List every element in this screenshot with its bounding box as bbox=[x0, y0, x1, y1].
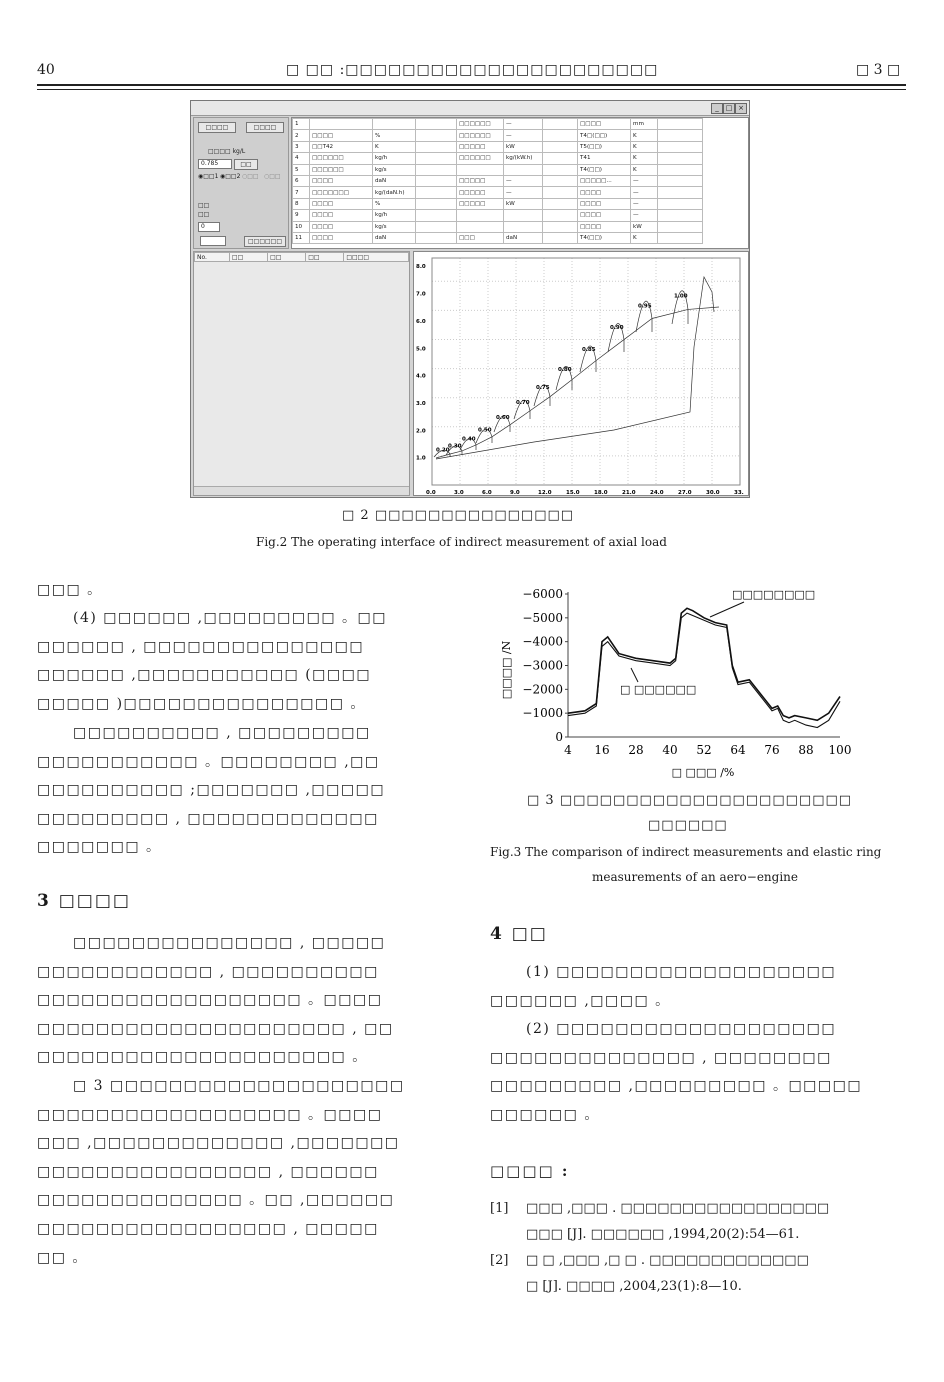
window-titlebar bbox=[191, 101, 749, 116]
fig3-y-tick-label: −3000 bbox=[522, 658, 563, 673]
param-row bbox=[293, 119, 703, 130]
fig3-x-tick-label: 76 bbox=[764, 743, 780, 757]
param-cell-u2: kg/(kW.h) bbox=[504, 153, 543, 164]
param-cell-v2 bbox=[543, 221, 578, 232]
figure-3-svg bbox=[488, 580, 852, 780]
para-2 bbox=[37, 719, 447, 862]
para-2-line-5: □□□□□□□ 。 bbox=[37, 839, 162, 856]
fig3-series-line bbox=[568, 613, 840, 727]
figure-3-caption-cn-2: □□□□□□ bbox=[648, 818, 728, 833]
para-4 bbox=[37, 1072, 447, 1272]
param-cell-u3: kW bbox=[631, 221, 658, 232]
figure-2-caption-en: Fig.2 The operating interface of indirect measurement of axial load bbox=[256, 535, 667, 549]
param-cell-no: 1 bbox=[293, 119, 310, 130]
plot-x-tick: 0.0 bbox=[426, 490, 436, 496]
param-row bbox=[293, 210, 703, 221]
reference-1-line-2: □□□ [J]. □□□□□□ ,1994,20(2):54—61. bbox=[526, 1227, 800, 1242]
plot-y-tick: 6.0 bbox=[416, 318, 426, 325]
para-4-line-5: □□□□□□□□□□□□□□ 。□□ ,□□□□□□ bbox=[37, 1192, 395, 1209]
fig3-x-tick-label: 52 bbox=[696, 743, 712, 757]
param-cell-n2: □□□□□□ bbox=[457, 119, 504, 130]
para-3-line-1: □□□□□□□□□□□□□□□ , □□□□□ bbox=[73, 935, 386, 951]
plot-x-tick: 9.0 bbox=[510, 490, 520, 496]
plot-curve-label: 0.40 bbox=[462, 436, 476, 443]
references-heading: □□□□ : bbox=[490, 1162, 570, 1180]
plot-y-tick: 4.0 bbox=[416, 373, 426, 380]
fig3-y-tick-label: −5000 bbox=[522, 610, 563, 625]
para-4-line-4: □□□□□□□□□□□□□□□□ , □□□□□□ bbox=[37, 1163, 379, 1180]
fig3-x-axis-label: □ □□□ /% bbox=[671, 766, 735, 779]
param-cell-v2 bbox=[543, 130, 578, 141]
characteristic-plot bbox=[413, 251, 749, 496]
param-cell-n3: T5(□□) bbox=[578, 141, 631, 152]
reference-2-line-1: □ □ ,□□□ ,□ □ . □□□□□□□□□□□□□ bbox=[526, 1253, 809, 1268]
param-cell-n2: □□□□□□ bbox=[457, 153, 504, 164]
param-cell-u2 bbox=[504, 164, 543, 175]
param-cell-n2 bbox=[457, 164, 504, 175]
param-cell-unit: kg/s bbox=[373, 221, 416, 232]
plot-y-tick: 5.0 bbox=[416, 346, 426, 353]
param-cell-name: □□□□ bbox=[310, 130, 373, 141]
radio-1[interactable]: ◉□□1 bbox=[198, 173, 219, 180]
issue-number: □ 3 □ bbox=[856, 62, 901, 78]
param-cell-unit bbox=[373, 119, 416, 130]
plot-curve-label: 0.75 bbox=[536, 384, 550, 391]
fig3-x-tick-label: 28 bbox=[628, 743, 644, 757]
param-cell-unit: % bbox=[373, 198, 416, 209]
param-cell-name bbox=[310, 119, 373, 130]
plot-y-tick: 3.0 bbox=[416, 400, 426, 407]
figure-3-caption-cn-1: □ 3 □□□□□□□□□□□□□□□□□□□□□□ bbox=[527, 793, 853, 808]
para-4-line-7: □□ 。 bbox=[37, 1249, 88, 1266]
list-col-data: □□ bbox=[306, 253, 344, 262]
param-cell-u3: K bbox=[631, 164, 658, 175]
plot-y-tick: 2.0 bbox=[416, 428, 426, 435]
param-cell-val bbox=[416, 221, 457, 232]
plot-curve-label: 0.80 bbox=[558, 367, 572, 374]
param-cell-val bbox=[416, 164, 457, 175]
param-cell-v3 bbox=[658, 187, 703, 198]
conclusion-1-line-2: □□□□□□ ,□□□□ 。 bbox=[490, 992, 671, 1009]
plot-y-tick: 7.0 bbox=[416, 291, 426, 298]
param-cell-n3: □□□□ bbox=[578, 210, 631, 221]
running-title: □ □□ :□□□□□□□□□□□□□□□□□□□□□□ bbox=[286, 62, 659, 78]
param-cell-n3: T4□(□□) bbox=[578, 130, 631, 141]
param-cell-u3: K bbox=[631, 130, 658, 141]
condition-label: □□ bbox=[198, 211, 210, 218]
param-cell-unit: % bbox=[373, 130, 416, 141]
list-header-row bbox=[195, 253, 409, 262]
fig3-series-line bbox=[568, 608, 840, 720]
left-button-1[interactable]: □□□□ bbox=[198, 122, 236, 133]
param-cell-no: 9 bbox=[293, 210, 310, 221]
fig3-y-tick-label: −2000 bbox=[522, 682, 563, 697]
plot-x-tick: 6.0 bbox=[482, 490, 492, 496]
para-2-line-3: □□□□□□□□□□ ;□□□□□□□ ,□□□□□ bbox=[37, 782, 386, 799]
header-rule-thin bbox=[37, 89, 906, 90]
param-cell-n3: □□□□ bbox=[578, 187, 631, 198]
plot-curve-label: 0.90 bbox=[610, 325, 624, 332]
param-cell-n3: □□□□□... bbox=[578, 175, 631, 186]
fig3-x-tick-label: 100 bbox=[828, 743, 852, 757]
minimize-icon[interactable]: _ bbox=[711, 103, 723, 114]
param-row bbox=[293, 153, 703, 164]
list-col-symbol: □□ bbox=[229, 253, 267, 262]
maximize-icon[interactable]: □ bbox=[723, 103, 735, 114]
param-cell-name: □□T42 bbox=[310, 141, 373, 152]
radio-2[interactable]: ◉□□2 bbox=[220, 173, 241, 180]
param-cell-val bbox=[416, 198, 457, 209]
param-cell-n2 bbox=[457, 221, 504, 232]
conclusion-2-line-1: (2) □□□□□□□□□□□□□□□□□□□ bbox=[526, 1021, 837, 1037]
plot-y-tick: 1.0 bbox=[416, 455, 426, 462]
data-list-panel bbox=[193, 251, 410, 496]
param-cell-v2 bbox=[543, 198, 578, 209]
conclusion-1 bbox=[490, 958, 906, 1015]
para-2-line-1: □□□□□□□□□□ , □□□□□□□□□ bbox=[73, 725, 371, 741]
reference-1 bbox=[490, 1196, 906, 1248]
param-cell-v2 bbox=[543, 210, 578, 221]
param-row bbox=[293, 232, 703, 243]
param-cell-name: □□□□□□ bbox=[310, 164, 373, 175]
param-row bbox=[293, 141, 703, 152]
figure-3-caption-en-1: Fig.3 The comparison of indirect measurements and elastic ring bbox=[490, 845, 882, 859]
param-cell-name: □□□□ bbox=[310, 198, 373, 209]
fig3-x-tick-label: 16 bbox=[594, 743, 610, 757]
param-cell-v3 bbox=[658, 141, 703, 152]
reference-2-number: [2] bbox=[490, 1253, 509, 1268]
list-col-calc: □□□□ bbox=[344, 253, 409, 262]
param-cell-val bbox=[416, 175, 457, 186]
horizontal-scrollbar[interactable] bbox=[194, 486, 409, 495]
param-cell-unit: K bbox=[373, 141, 416, 152]
param-cell-no: 7 bbox=[293, 187, 310, 198]
param-cell-val bbox=[416, 119, 457, 130]
param-cell-u2 bbox=[504, 210, 543, 221]
param-cell-val bbox=[416, 141, 457, 152]
param-cell-no: 6 bbox=[293, 175, 310, 186]
param-cell-unit: kg/(daN.h) bbox=[373, 187, 416, 198]
param-cell-v2 bbox=[543, 119, 578, 130]
param-row bbox=[293, 198, 703, 209]
param-cell-unit: kg/h bbox=[373, 210, 416, 221]
param-cell-v3 bbox=[658, 232, 703, 243]
plot-frame bbox=[432, 258, 740, 485]
param-cell-u2: kW bbox=[504, 141, 543, 152]
plot-y-tick: 8.0 bbox=[416, 264, 426, 271]
para-4-line-6: □□□□□□□□□□□□□□□□□ , □□□□□ bbox=[37, 1220, 379, 1237]
density-label: □□□□ kg/L bbox=[208, 148, 246, 155]
fig3-label-a-leader bbox=[710, 602, 744, 617]
param-cell-u2: — bbox=[504, 130, 543, 141]
calc-button[interactable]: □□□□□□ bbox=[244, 236, 286, 247]
fig3-y-tick-label: −4000 bbox=[522, 634, 563, 649]
plot-x-tick: 27.0 bbox=[678, 490, 692, 496]
para-1-line-3: □□□□□□ ,□□□□□□□□□□□ (□□□□ bbox=[37, 667, 372, 684]
plot-x-tick: 15.0 bbox=[566, 490, 580, 496]
plot-x-tick: 12.0 bbox=[538, 490, 552, 496]
para-2-line-2: □□□□□□□□□□□ 。□□□□□□□□ ,□□ bbox=[37, 753, 380, 770]
left-button-2[interactable]: □□□□ bbox=[246, 122, 284, 133]
figure-2-screenshot bbox=[190, 100, 750, 498]
fig3-y-tick-label: −6000 bbox=[522, 587, 563, 601]
para-2-line-4: □□□□□□□□□ , □□□□□□□□□□□□□ bbox=[37, 810, 379, 827]
param-cell-val bbox=[416, 187, 457, 198]
control-panel bbox=[193, 117, 289, 249]
radio-4[interactable]: ○□□ bbox=[264, 173, 281, 180]
plot-x-tick: 30.0 bbox=[706, 490, 720, 496]
param-cell-v3 bbox=[658, 119, 703, 130]
param-cell-u3: — bbox=[631, 187, 658, 198]
param-cell-n3: □□□□ bbox=[578, 221, 631, 232]
param-cell-n3: T4(□□) bbox=[578, 164, 631, 175]
param-cell-name: □□□□ bbox=[310, 221, 373, 232]
fig3-label-b: □ □□□□□□ bbox=[620, 683, 697, 696]
param-cell-n2: □□□□□ bbox=[457, 175, 504, 186]
plot-x-tick: 33. bbox=[734, 490, 744, 496]
param-cell-v2 bbox=[543, 141, 578, 152]
para-1 bbox=[37, 604, 447, 718]
fig3-y-tick-label: 0 bbox=[555, 730, 563, 744]
reference-2 bbox=[490, 1248, 906, 1300]
param-cell-no: 8 bbox=[293, 198, 310, 209]
characteristic-plot-svg bbox=[414, 252, 748, 495]
plot-curve-label: 0.20 bbox=[436, 447, 450, 454]
para-3-line-4: □□□□□□□□□□□□□□□□□□□□□ , □□ bbox=[37, 1020, 394, 1037]
param-row bbox=[293, 175, 703, 186]
param-row bbox=[293, 130, 703, 141]
param-cell-u2 bbox=[504, 221, 543, 232]
density-button[interactable]: □□ bbox=[234, 159, 258, 170]
param-cell-u3: mm bbox=[631, 119, 658, 130]
para-3-line-2: □□□□□□□□□□□□ , □□□□□□□□□□ bbox=[37, 963, 379, 980]
fig3-y-tick-label: −1000 bbox=[522, 706, 563, 721]
state-label: □□ bbox=[198, 202, 210, 209]
figure-2-caption-cn: □ 2 □□□□□□□□□□□□□□□ bbox=[342, 508, 575, 523]
param-cell-u2: — bbox=[504, 175, 543, 186]
reference-2-line-2: □ [J]. □□□□ ,2004,23(1):8—10. bbox=[526, 1279, 742, 1294]
param-cell-unit: kg/h bbox=[373, 153, 416, 164]
para-3-line-3: □□□□□□□□□□□□□□□□□□ 。□□□□ bbox=[37, 992, 383, 1009]
fig3-x-tick-label: 40 bbox=[662, 743, 678, 757]
plot-x-tick: 21.0 bbox=[622, 490, 636, 496]
param-cell-val bbox=[416, 130, 457, 141]
conclusion-2-line-3: □□□□□□□□□ ,□□□□□□□□□ 。□□□□□ bbox=[490, 1078, 863, 1095]
list-col-no: No. bbox=[195, 253, 230, 262]
plot-curve-label: 0.60 bbox=[496, 414, 510, 421]
plot-x-tick: 3.0 bbox=[454, 490, 464, 496]
plot-x-tick: 18.0 bbox=[594, 490, 608, 496]
condition-input[interactable]: 0 bbox=[198, 222, 220, 232]
fig3-x-tick-label: 88 bbox=[798, 743, 814, 757]
param-cell-no: 11 bbox=[293, 232, 310, 243]
plot-curve-label: 0.50 bbox=[478, 427, 492, 434]
param-cell-v3 bbox=[658, 221, 703, 232]
param-cell-n3: □□□□ bbox=[578, 198, 631, 209]
param-cell-v3 bbox=[658, 130, 703, 141]
figure-3-chart bbox=[488, 580, 852, 780]
param-cell-n2: □□□□□□ bbox=[457, 130, 504, 141]
param-cell-name: □□□□ bbox=[310, 232, 373, 243]
param-cell-unit: kg/s bbox=[373, 164, 416, 175]
param-cell-v3 bbox=[658, 153, 703, 164]
close-icon[interactable]: × bbox=[735, 103, 747, 114]
reference-1-line-1: □□□ ,□□□ . □□□□□□□□□□□□□□□□□ bbox=[526, 1201, 830, 1216]
param-cell-u2: kW bbox=[504, 198, 543, 209]
param-cell-val bbox=[416, 153, 457, 164]
param-cell-v3 bbox=[658, 175, 703, 186]
fig3-x-tick-label: 4 bbox=[564, 743, 572, 757]
param-cell-n3: T4(□□) bbox=[578, 232, 631, 243]
param-cell-no: 4 bbox=[293, 153, 310, 164]
param-row bbox=[293, 221, 703, 232]
param-cell-n3: T41 bbox=[578, 153, 631, 164]
param-cell-no: 3 bbox=[293, 141, 310, 152]
conclusion-2-line-4: □□□□□□ 。 bbox=[490, 1106, 600, 1123]
param-cell-u2: daN bbox=[504, 232, 543, 243]
conclusion-2-line-2: □□□□□□□□□□□□□□ , □□□□□□□□ bbox=[490, 1049, 832, 1066]
list-col-unit: □□ bbox=[268, 253, 306, 262]
param-cell-name: □□□□ bbox=[310, 175, 373, 186]
para-3-line-5: □□□□□□□□□□□□□□□□□□□□□ 。 bbox=[37, 1049, 368, 1066]
param-cell-unit: daN bbox=[373, 232, 416, 243]
param-cell-u3: — bbox=[631, 198, 658, 209]
param-cell-u3: — bbox=[631, 175, 658, 186]
fig3-label-b-leader bbox=[631, 668, 638, 682]
section-4-heading: 4 □□ bbox=[490, 924, 548, 944]
param-cell-name: □□□□□□ bbox=[310, 153, 373, 164]
para-0: □□□ 。 bbox=[37, 582, 103, 598]
param-cell-unit: daN bbox=[373, 175, 416, 186]
param-cell-v2 bbox=[543, 175, 578, 186]
param-cell-u3: K bbox=[631, 141, 658, 152]
param-cell-u2: — bbox=[504, 119, 543, 130]
plot-x-tick: 24.0 bbox=[650, 490, 664, 496]
param-cell-v3 bbox=[658, 198, 703, 209]
para-4-line-3: □□□ ,□□□□□□□□□□□□□ ,□□□□□□□ bbox=[37, 1135, 400, 1152]
para-1-line-1: (4) □□□□□□ ,□□□□□□□□□ 。□□ bbox=[73, 610, 387, 626]
conclusion-2 bbox=[490, 1015, 906, 1129]
param-cell-v3 bbox=[658, 164, 703, 175]
param-cell-n2: □□□□□ bbox=[457, 198, 504, 209]
param-cell-name: □□□□□□□ bbox=[310, 187, 373, 198]
figure-3-caption-en-2: measurements of an aero−engine bbox=[592, 870, 798, 884]
param-cell-name: □□□□ bbox=[310, 210, 373, 221]
para-1-line-4: □□□□□ )□□□□□□□□□□□□□□□ 。 bbox=[37, 695, 366, 712]
param-row bbox=[293, 187, 703, 198]
blank-input[interactable] bbox=[200, 236, 226, 246]
param-cell-val bbox=[416, 232, 457, 243]
plot-curve-label: 0.85 bbox=[582, 347, 596, 354]
param-cell-n2: □□□□□ bbox=[457, 187, 504, 198]
param-cell-u3: K bbox=[631, 153, 658, 164]
para-1-line-2: □□□□□□ , □□□□□□□□□□□□□□□ bbox=[37, 638, 365, 655]
fig3-x-tick-label: 64 bbox=[730, 743, 746, 757]
param-cell-v2 bbox=[543, 187, 578, 198]
page-number: 40 bbox=[37, 62, 55, 78]
param-cell-u3: K bbox=[631, 232, 658, 243]
radio-3[interactable]: ○□□ bbox=[242, 173, 259, 180]
param-row bbox=[293, 164, 703, 175]
param-cell-n2 bbox=[457, 210, 504, 221]
param-cell-no: 10 bbox=[293, 221, 310, 232]
conclusion-1-line-1: (1) □□□□□□□□□□□□□□□□□□□ bbox=[526, 964, 837, 980]
param-cell-u2: — bbox=[504, 187, 543, 198]
density-input[interactable]: 0.785 bbox=[198, 159, 232, 169]
section-3-heading: 3 □□□□ bbox=[37, 891, 131, 911]
param-cell-n2: □□□ bbox=[457, 232, 504, 243]
param-cell-n2: □□□□□ bbox=[457, 141, 504, 152]
plot-curve-label: 0.30 bbox=[448, 443, 462, 450]
param-cell-v2 bbox=[543, 232, 578, 243]
para-4-line-1: □ 3 □□□□□□□□□□□□□□□□□□□□ bbox=[73, 1078, 405, 1094]
param-cell-n3: □□□□ bbox=[578, 119, 631, 130]
param-cell-v2 bbox=[543, 153, 578, 164]
para-3 bbox=[37, 929, 447, 1072]
param-cell-no: 2 bbox=[293, 130, 310, 141]
reference-1-number: [1] bbox=[490, 1201, 509, 1216]
param-cell-v3 bbox=[658, 210, 703, 221]
fig3-y-axis-label: □□□□ /N bbox=[500, 640, 513, 700]
para-4-line-2: □□□□□□□□□□□□□□□□□□ 。□□□□ bbox=[37, 1106, 383, 1123]
param-cell-v2 bbox=[543, 164, 578, 175]
parameter-table bbox=[291, 117, 749, 249]
plot-curve-label: 0.95 bbox=[638, 303, 652, 310]
param-cell-u3: — bbox=[631, 210, 658, 221]
plot-curve-label: 0.70 bbox=[516, 399, 530, 406]
header-rule-thick bbox=[37, 84, 906, 86]
param-cell-val bbox=[416, 210, 457, 221]
param-cell-no: 5 bbox=[293, 164, 310, 175]
plot-curve-label: 1.00 bbox=[674, 293, 688, 300]
fig3-label-a: □□□□□□□□ bbox=[732, 588, 816, 601]
